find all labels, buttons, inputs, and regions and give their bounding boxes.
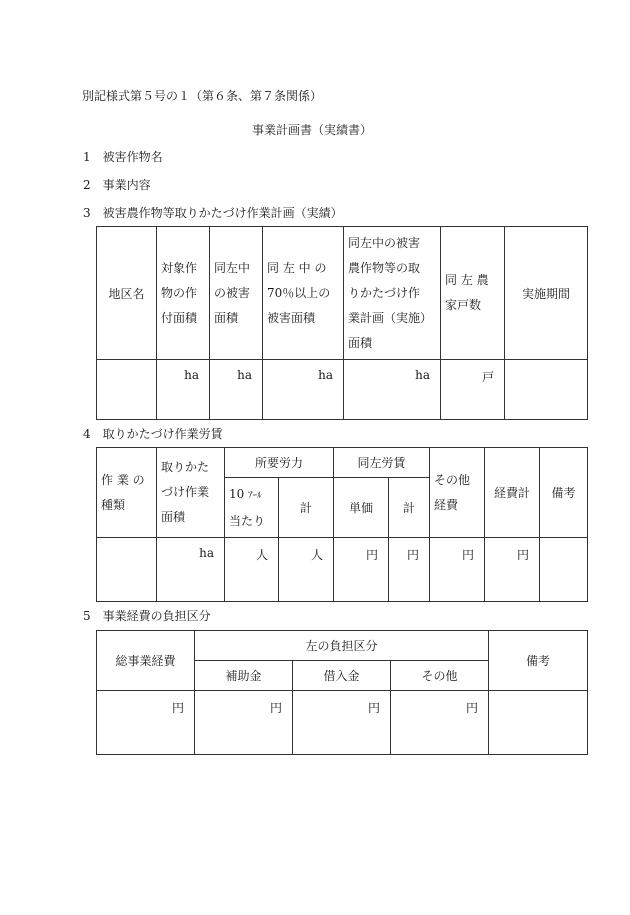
cell-remarks[interactable] (489, 691, 588, 755)
section-2 (83, 177, 151, 193)
form-label: 別記様式第５号の１（第６条、第７条関係） (82, 89, 323, 103)
section-1 (83, 149, 163, 165)
section-label: 被害作物名 (102, 150, 163, 164)
unit-ha[interactable]: ha (157, 538, 225, 602)
plan-table (96, 226, 588, 420)
header-required-labor: 所要労力 (225, 448, 334, 478)
unit-yen[interactable]: 円 (97, 691, 195, 755)
header-wage-total: 計 (389, 478, 430, 538)
header-remarks: 備考 (489, 631, 588, 691)
header-total-cost: 総事業経費 (97, 631, 195, 691)
header-burden-division: 左の負担区分 (195, 631, 489, 661)
unit-ha[interactable]: ha (263, 360, 344, 420)
header-remarks: 備考 (540, 448, 588, 538)
unit-yen[interactable]: 円 (195, 691, 293, 755)
unit-ha[interactable]: ha (210, 360, 263, 420)
header-planted-area: 対象作 物の作 付面積 (157, 227, 210, 360)
unit-ha[interactable]: ha (157, 360, 210, 420)
cell-work-type[interactable] (97, 538, 157, 602)
section-label: 被害農作物等取りかたづけ作業計画（実績） (102, 206, 343, 220)
section-4 (83, 426, 223, 442)
header-clearing-plan-area: 同左中の被害 農作物等の取 りかたづけ作 業計画（実施） 面積 (344, 227, 441, 360)
header-farm-households: 同 左 農 家戸数 (441, 227, 505, 360)
unit-yen[interactable]: 円 (389, 538, 430, 602)
section-label: 事業内容 (102, 178, 151, 192)
header-wages: 同左労賃 (334, 448, 430, 478)
unit-yen[interactable]: 円 (430, 538, 485, 602)
header-other-costs: その他 経費 (430, 448, 485, 538)
header-clearing-area: 取りかた づけ作業 面積 (157, 448, 225, 538)
unit-person[interactable]: 人 (225, 538, 279, 602)
section-number: 5 (83, 609, 91, 623)
section-number: 3 (83, 206, 91, 220)
header-work-type: 作 業 の 種類 (97, 448, 157, 538)
header-cost-total: 経費計 (485, 448, 540, 538)
burden-table (96, 630, 588, 755)
header-unit-price: 単価 (334, 478, 389, 538)
cell-remarks[interactable] (540, 538, 588, 602)
unit-yen[interactable]: 円 (391, 691, 489, 755)
cell-period[interactable] (505, 360, 588, 420)
unit-person[interactable]: 人 (279, 538, 334, 602)
header-other: その他 (391, 661, 489, 691)
unit-yen[interactable]: 円 (293, 691, 391, 755)
section-3 (83, 205, 343, 221)
header-labor-total: 計 (279, 478, 334, 538)
section-label: 事業経費の負担区分 (102, 609, 211, 623)
header-period: 実施期間 (505, 227, 588, 360)
unit-yen[interactable]: 円 (334, 538, 389, 602)
unit-ha[interactable]: ha (344, 360, 441, 420)
cell-area[interactable] (97, 360, 157, 420)
labor-table (96, 447, 588, 602)
document-title: 事業計画書（実績書） (252, 123, 373, 137)
section-number: 4 (83, 427, 91, 441)
unit-yen[interactable]: 円 (485, 538, 540, 602)
section-5 (83, 608, 211, 624)
header-damaged-area: 同左中 の被害 面積 (210, 227, 263, 360)
section-number: 2 (83, 178, 91, 192)
unit-households[interactable]: 戸 (441, 360, 505, 420)
section-label: 取りかたづけ作業労賃 (102, 427, 223, 441)
header-area: 地区名 (97, 227, 157, 360)
header-loan: 借入金 (293, 661, 391, 691)
header-subsidy: 補助金 (195, 661, 293, 691)
header-damaged-over-70: 同 左 中 の 70％以上の 被害面積 (263, 227, 344, 360)
header-labor-per-10a: 10 ｱｰﾙ 当たり (225, 478, 279, 538)
section-number: 1 (83, 150, 91, 164)
